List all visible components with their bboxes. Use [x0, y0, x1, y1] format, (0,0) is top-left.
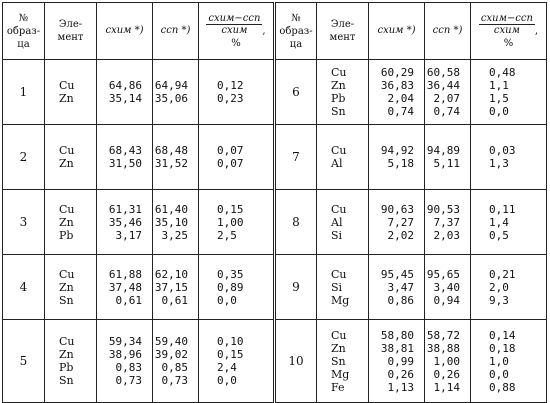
element-cell-value: Cu	[331, 66, 347, 79]
c-chem-cell-value: 35,14	[108, 92, 142, 105]
c-sp-cell-stack	[425, 66, 460, 118]
c-sp-cell-value: 0,74	[433, 105, 460, 118]
diff-cell-value: 2,5	[217, 228, 237, 242]
diff-cell-value: 0,14	[489, 328, 516, 342]
element-cell-value: Zn	[59, 280, 74, 294]
diff-cell	[471, 255, 547, 320]
diff-cell-value: 0,89	[217, 280, 244, 294]
header-text: мент	[329, 32, 356, 43]
diff-cell-stack	[489, 66, 546, 118]
element-cell-stack	[59, 79, 96, 105]
c-sp-cell	[425, 190, 471, 255]
diff-cell-value: 0,03	[489, 144, 516, 157]
element-cell	[45, 60, 97, 125]
c-chem-cell-stack	[369, 329, 414, 394]
c-chem-cell-stack	[369, 203, 414, 242]
diff-cell-value: 0,0	[217, 374, 237, 387]
c-chem-cell-value: 7,27	[387, 215, 414, 229]
element-cell-value: Al	[331, 215, 343, 229]
c-chem-cell	[369, 125, 425, 190]
element-cell-stack	[331, 66, 368, 118]
diff-cell	[471, 190, 547, 255]
diff-cell	[471, 320, 547, 403]
c-chem-cell-value: 95,45	[380, 267, 414, 281]
diff-cell-value: 0,35	[217, 267, 244, 281]
c-sp-cell-stack	[153, 335, 188, 387]
c-chem-cell-stack	[97, 203, 142, 242]
c-sp-cell	[153, 60, 199, 125]
element-cell-value: Cu	[59, 335, 75, 348]
header-diff-unit: %	[231, 37, 241, 49]
c-sp-cell	[153, 125, 199, 190]
table-row	[3, 320, 547, 403]
c-chem-cell	[97, 320, 153, 403]
c-chem-cell-value: 37,48	[108, 280, 142, 294]
c-chem-cell-value: 0,83	[115, 361, 142, 374]
c-chem-cell-value: 0,73	[115, 374, 142, 387]
c-chem-cell-value: 5,18	[387, 157, 414, 170]
c-sp-cell-value: 2,07	[433, 92, 460, 105]
header-row	[3, 3, 547, 60]
sample-number: 8	[275, 190, 317, 255]
c-chem-cell-value: 2,04	[387, 92, 414, 105]
element-cell	[317, 255, 369, 320]
diff-cell-value: 1,0	[489, 354, 509, 368]
sample-number: 7	[275, 125, 317, 190]
c-chem-cell-value: 0,99	[387, 354, 414, 368]
c-sp-cell-stack	[425, 144, 460, 170]
c-sp-cell-value: 95,65	[426, 267, 460, 281]
c-chem-cell-value: 36,83	[380, 79, 414, 92]
alloy-composition-table	[2, 2, 547, 403]
header-diff-unit: %	[503, 37, 514, 49]
element-cell-value: Zn	[59, 215, 74, 229]
c-sp-cell-value: 38,88	[426, 341, 460, 355]
c-sp-cell-stack	[153, 203, 188, 242]
c-sp-cell-value: 61,40	[154, 202, 188, 216]
diff-cell-value: 0,18	[489, 341, 516, 355]
sample-number: 9	[275, 255, 317, 320]
element-cell-stack	[59, 144, 96, 170]
element-cell	[317, 60, 369, 125]
element-cell-stack	[331, 268, 368, 307]
c-chem-cell-value: 3,17	[115, 228, 142, 242]
c-sp-cell-value: 59,40	[154, 335, 188, 348]
header-text: №	[291, 12, 301, 24]
c-chem-cell-value: 61,88	[108, 267, 142, 281]
c-sp-cell-stack	[425, 329, 460, 394]
c-sp-cell-value: 68,48	[154, 144, 188, 157]
diff-cell-stack	[217, 203, 273, 242]
table-row	[3, 60, 547, 125]
header-text: №	[18, 12, 29, 24]
diff-cell	[199, 60, 275, 125]
c-sp-cell-value: 37,15	[154, 280, 188, 294]
c-chem-cell-value: 31,50	[108, 157, 142, 170]
element-cell	[45, 320, 97, 403]
element-cell-value: Zn	[59, 92, 74, 105]
c-sp-cell	[425, 255, 471, 320]
header-text: мент	[57, 32, 84, 43]
element-cell-value: Pb	[59, 228, 74, 242]
header-diff-denominator: cхим	[493, 25, 520, 36]
element-cell-value: Cu	[331, 328, 347, 342]
c-chem-cell-stack	[97, 79, 142, 105]
diff-cell	[199, 125, 275, 190]
c-chem-cell-stack	[369, 144, 414, 170]
c-chem-cell	[369, 60, 425, 125]
diff-cell-value: 0,15	[217, 348, 244, 361]
diff-cell-value: 2,0	[489, 280, 509, 294]
header-diff-numerator: cхим−cсп	[208, 12, 261, 24]
c-sp-cell-value: 5,11	[433, 157, 460, 170]
header-diff-right	[471, 3, 547, 60]
header-element	[45, 3, 97, 60]
c-chem-cell-value: 3,47	[387, 280, 414, 294]
diff-cell-value: 0,88	[489, 380, 516, 394]
diff-cell-value: 0,5	[489, 228, 509, 242]
c-sp-cell-value: 39,02	[154, 348, 188, 361]
c-chem-cell-value: 1,13	[387, 380, 414, 394]
diff-cell-stack	[489, 203, 546, 242]
c-chem-cell-value: 58,80	[380, 328, 414, 342]
diff-cell	[199, 320, 275, 403]
header-text: Эле-	[58, 19, 83, 30]
c-chem-cell-value: 0,86	[387, 293, 414, 307]
c-chem-cell	[97, 125, 153, 190]
c-chem-cell-value: 2,02	[387, 228, 414, 242]
element-cell-value: Pb	[59, 361, 74, 374]
diff-cell-value: 0,21	[489, 267, 516, 281]
table-row	[3, 255, 547, 320]
header-diff-numerator: cхим−cсп	[480, 12, 533, 24]
element-cell-value: Zn	[59, 157, 74, 170]
c-chem-cell-value: 0,26	[387, 367, 414, 381]
c-sp-cell-value: 35,06	[154, 92, 188, 105]
diff-cell-value: 1,3	[489, 157, 509, 170]
header-diff-comma: ,	[262, 25, 266, 36]
c-sp-cell-value: 1,14	[433, 380, 460, 394]
c-sp-cell-value: 1,00	[433, 354, 460, 368]
c-chem-cell	[97, 60, 153, 125]
c-sp-cell	[425, 125, 471, 190]
element-cell-value: Cu	[59, 79, 75, 92]
diff-cell	[199, 190, 275, 255]
diff-cell-value: 1,1	[489, 79, 509, 92]
element-cell-value: Al	[331, 157, 343, 170]
header-text: Эле-	[330, 19, 355, 30]
c-chem-cell-value: 61,31	[108, 202, 142, 216]
c-sp-cell-stack	[153, 79, 188, 105]
diff-cell-stack	[217, 335, 273, 387]
c-chem-cell-value: 94,92	[380, 144, 414, 157]
header-c-sp-right: cсп *)	[425, 3, 471, 60]
diff-cell	[471, 125, 547, 190]
element-cell-value: Pb	[331, 92, 346, 105]
element-cell	[45, 255, 97, 320]
diff-cell-value: 1,5	[489, 92, 509, 105]
diff-cell-value: 0,11	[489, 202, 516, 216]
c-sp-cell-value: 7,37	[433, 215, 460, 229]
element-cell-value: Zn	[59, 348, 74, 361]
c-chem-cell	[369, 320, 425, 403]
c-chem-cell-stack	[97, 268, 142, 307]
element-cell-value: Mg	[331, 293, 350, 307]
c-sp-cell-stack	[153, 268, 188, 307]
c-sp-cell-value: 3,25	[161, 228, 188, 242]
c-chem-cell-value: 60,29	[380, 66, 414, 79]
c-sp-cell-stack	[425, 203, 460, 242]
sample-number: 4	[3, 255, 45, 320]
diff-cell-value: 0,12	[217, 79, 244, 92]
header-diff-denominator: cхим	[221, 25, 248, 36]
element-cell	[317, 125, 369, 190]
c-sp-cell-stack	[153, 144, 188, 170]
diff-cell-value: 0,0	[217, 293, 237, 307]
c-chem-cell-value: 59,34	[108, 335, 142, 348]
element-cell-value: Si	[331, 280, 343, 294]
element-cell-value: Zn	[331, 341, 346, 355]
diff-cell-stack	[217, 268, 273, 307]
element-cell	[45, 190, 97, 255]
element-cell-value: Cu	[59, 144, 75, 157]
diff-cell-value: 0,15	[217, 202, 244, 216]
c-chem-cell-value: 38,96	[108, 348, 142, 361]
c-sp-cell	[153, 190, 199, 255]
diff-cell-stack	[489, 144, 546, 170]
element-cell	[45, 125, 97, 190]
c-sp-cell-value: 2,03	[433, 228, 460, 242]
diff-cell	[471, 60, 547, 125]
header-diff	[199, 3, 275, 60]
header-c-chem-right: cхим *)	[369, 3, 425, 60]
header-text: образ-	[279, 25, 313, 37]
element-cell-value: Cu	[331, 267, 347, 281]
diff-cell-stack	[489, 268, 546, 307]
c-sp-cell	[153, 255, 199, 320]
c-chem-cell	[97, 255, 153, 320]
header-c-sp: cсп *)	[153, 3, 199, 60]
diff-cell-value: 0,07	[217, 157, 244, 170]
c-chem-cell-value: 35,46	[108, 215, 142, 229]
c-sp-cell-value: 60,58	[426, 66, 460, 79]
c-sp-cell-value: 58,72	[426, 328, 460, 342]
diff-cell	[199, 255, 275, 320]
diff-cell-stack	[217, 144, 273, 170]
c-sp-cell-value: 0,85	[161, 361, 188, 374]
c-chem-cell	[369, 255, 425, 320]
element-cell-stack	[59, 268, 96, 307]
c-sp-cell-value: 0,94	[433, 293, 460, 307]
header-c-chem: cхим *)	[97, 3, 153, 60]
sample-number: 2	[3, 125, 45, 190]
element-cell-stack	[59, 335, 96, 387]
c-sp-cell	[153, 320, 199, 403]
c-chem-cell-value: 0,74	[387, 105, 414, 118]
element-cell-value: Cu	[331, 144, 347, 157]
element-cell-value: Fe	[331, 380, 345, 394]
element-cell-value: Sn	[59, 374, 74, 387]
element-cell-value: Mg	[331, 367, 350, 381]
element-cell	[317, 320, 369, 403]
c-chem-cell-value: 90,63	[380, 202, 414, 216]
c-sp-cell-stack	[425, 268, 460, 307]
c-chem-cell-value: 64,86	[108, 79, 142, 92]
c-chem-cell	[97, 190, 153, 255]
c-sp-cell	[425, 60, 471, 125]
element-cell-value: Sn	[59, 293, 74, 307]
c-sp-cell	[425, 320, 471, 403]
c-sp-cell-value: 3,40	[433, 280, 460, 294]
c-sp-cell-value: 0,26	[433, 367, 460, 381]
header-sample-no	[3, 3, 45, 60]
diff-cell-value: 1,4	[489, 215, 509, 229]
diff-cell-value: 0,10	[217, 335, 244, 348]
element-cell-value: Zn	[331, 79, 346, 92]
c-chem-cell-stack	[369, 268, 414, 307]
diff-cell-value: 0,07	[217, 144, 244, 157]
c-sp-cell-value: 94,89	[426, 144, 460, 157]
element-cell-value: Sn	[331, 354, 346, 368]
c-sp-cell-value: 0,61	[161, 293, 188, 307]
diff-cell-stack	[217, 79, 273, 105]
element-cell-stack	[331, 329, 368, 394]
c-chem-cell-value: 38,81	[380, 341, 414, 355]
c-chem-cell	[369, 190, 425, 255]
c-chem-cell-value: 0,61	[115, 293, 142, 307]
sample-number: 1	[3, 60, 45, 125]
header-text: ца	[289, 38, 303, 50]
diff-cell-value: 2,4	[217, 361, 237, 374]
element-cell-value: Cu	[331, 202, 347, 216]
diff-cell-value: 1,00	[217, 215, 244, 229]
c-chem-cell-stack	[369, 66, 414, 118]
c-chem-cell-value: 68,43	[108, 144, 142, 157]
c-sp-cell-value: 62,10	[154, 267, 188, 281]
c-sp-cell-value: 64,94	[154, 79, 188, 92]
c-sp-cell-value: 0,73	[161, 374, 188, 387]
diff-cell-value: 0,23	[217, 92, 244, 105]
c-sp-cell-value: 36,44	[426, 79, 460, 92]
element-cell-stack	[331, 144, 368, 170]
element-cell-value: Cu	[59, 202, 75, 216]
c-sp-cell-value: 35,10	[154, 215, 188, 229]
element-cell	[317, 190, 369, 255]
c-sp-cell-value: 31,52	[154, 157, 188, 170]
sample-number: 6	[275, 60, 317, 125]
table-row	[3, 190, 547, 255]
header-sample-no-right	[275, 3, 317, 60]
element-cell-value: Si	[331, 228, 343, 242]
sample-number: 5	[3, 320, 45, 403]
element-cell-value: Sn	[331, 105, 346, 118]
c-sp-cell-value: 90,53	[426, 202, 460, 216]
diff-cell-value: 0,0	[489, 105, 509, 118]
table-row	[3, 125, 547, 190]
header-text: ца	[17, 38, 30, 50]
c-chem-cell-stack	[97, 144, 142, 170]
header-diff-comma: ,	[534, 25, 539, 36]
sample-number: 10	[275, 320, 317, 403]
element-cell-stack	[59, 203, 96, 242]
diff-cell-value: 9,3	[489, 293, 509, 307]
header-element-right	[317, 3, 369, 60]
element-cell-value: Cu	[59, 267, 75, 281]
element-cell-stack	[331, 203, 368, 242]
diff-cell-stack	[489, 329, 546, 394]
diff-cell-value: 0,0	[489, 367, 509, 381]
sample-number: 3	[3, 190, 45, 255]
header-text: образ-	[6, 25, 41, 37]
diff-cell-value: 0,48	[489, 66, 516, 79]
c-chem-cell-stack	[97, 335, 142, 387]
